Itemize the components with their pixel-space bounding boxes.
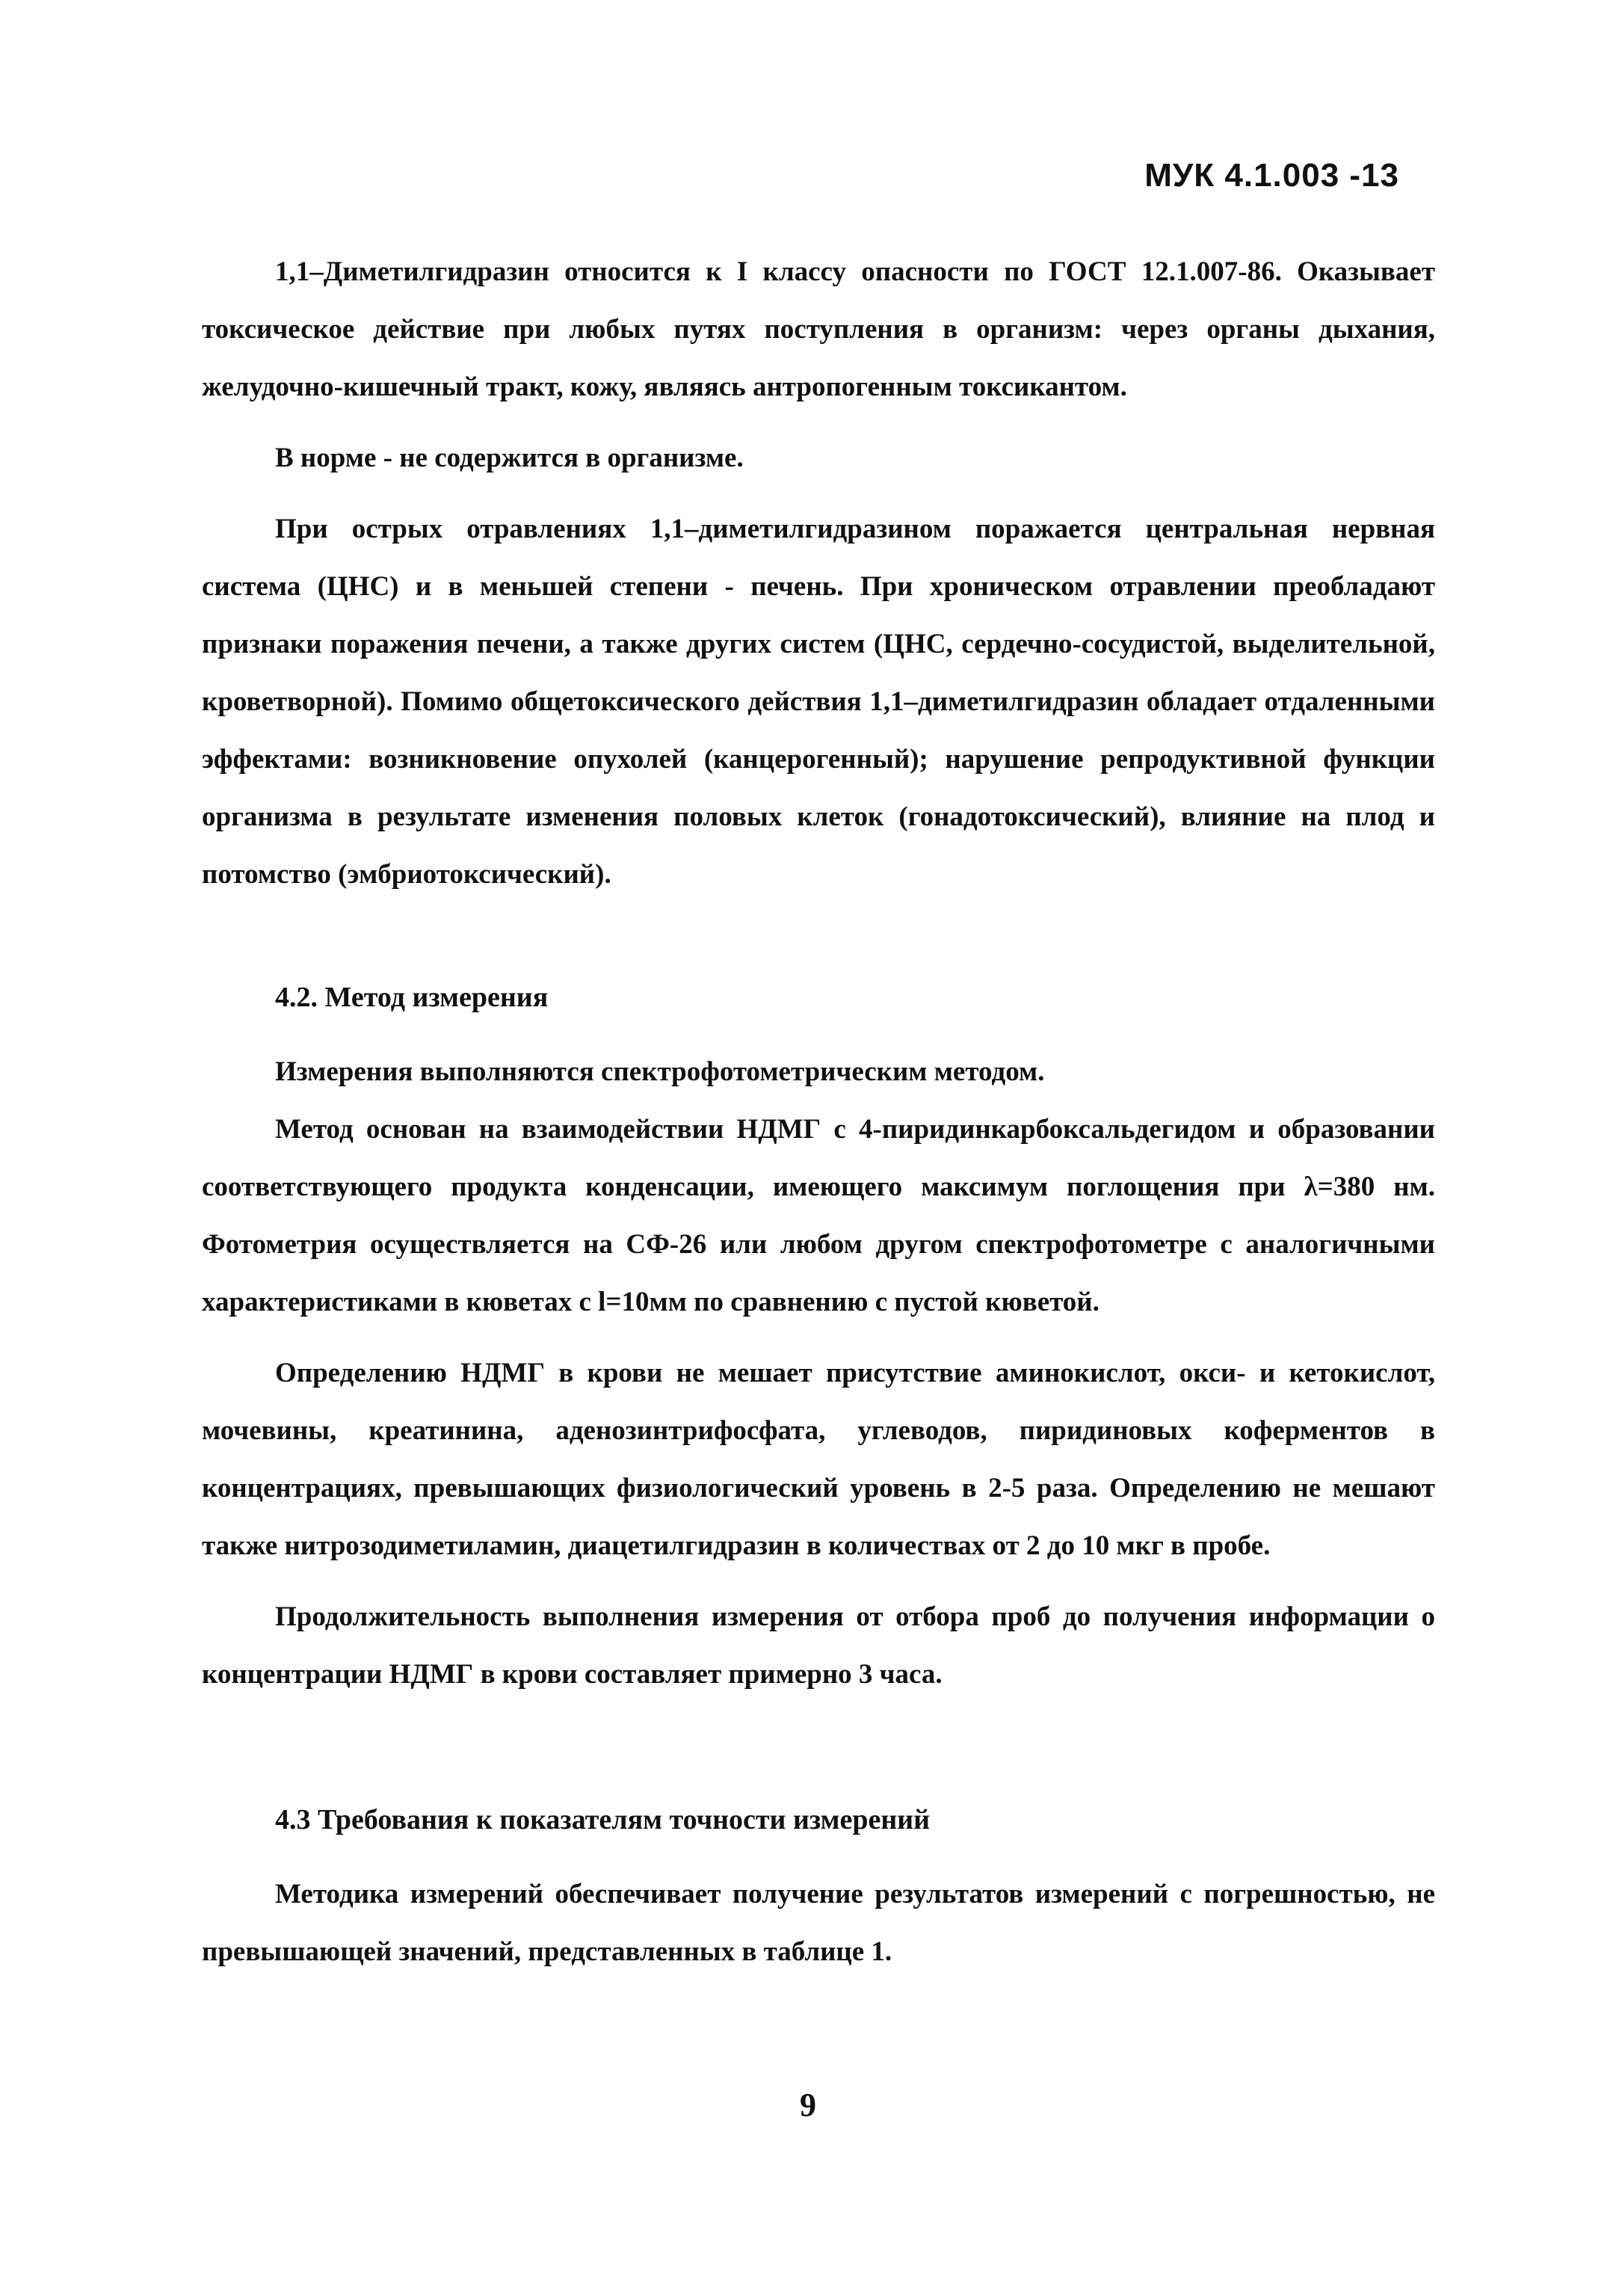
method-type-paragraph: Измерения выполняются спектрофотометрическим методом. bbox=[275, 1056, 1045, 1087]
document-code: МУК 4.1.003 -13 bbox=[1144, 157, 1399, 194]
duration-paragraph: Продолжительность выполнения измерения от отбора проб до получения информации о концентрации НДМГ в крови составляет примерно 3 часа. bbox=[202, 1601, 1435, 1690]
hazard-class-paragraph: 1,1–Диметилгидразин относится к I классу опасности по ГОСТ 12.1.007-86. Оказывает токсическое действие при любых путях поступления в организм: через органы дыхания, желудочно-кишечный тракт, кожу, являясь антропогенным токсикантом. bbox=[202, 256, 1435, 402]
section-4-3-heading: 4.3 Требования к показателям точности измерений bbox=[275, 1804, 931, 1835]
page-content bbox=[202, 243, 1435, 1980]
page-number: 9 bbox=[800, 2087, 816, 2123]
interference-paragraph: Определению НДМГ в крови не мешает присутствие аминокислот, окси- и кетокислот, мочевины, креатинина, аденозинтрифосфата, углеводов, пиридиновых коферментов в концентрациях, превышающих физиологический уровень в 2-5 раза. Определению не мешают также нитрозодиметиламин, диацетилгидразин в количествах от 2 до 10 мкг в пробе. bbox=[202, 1358, 1435, 1561]
accuracy-paragraph: Методика измерений обеспечивает получение результатов измерений с погрешностью, не превышающей значений, представленных в таблице 1. bbox=[202, 1879, 1435, 1967]
normal-level-paragraph: В норме - не содержится в организме. bbox=[275, 443, 744, 473]
section-4-2-heading: 4.2. Метод измерения bbox=[275, 982, 549, 1013]
poisoning-effects-paragraph: При острых отравлениях 1,1–диметилгидразином поражается центральная нервная система (ЦНС) и в меньшей степени - печень. При хроническом отравлении преобладают признаки поражения печени, а также других систем (ЦНС, сердечно-сосудистой, выделительной, кроветворной). Помимо общетоксического действия 1,1–диметилгидразин обладает отдаленными эффектами: возникновение опухолей (канцерогенный); нарушение репродуктивной функции организма в результате изменения половых клеток (гонадотоксический), влияние на плод и потомство (эмбриотоксический). bbox=[202, 514, 1435, 890]
method-principle-paragraph: Метод основан на взаимодействии НДМГ с 4-пиридинкарбоксальдегидом и образовании соответствующего продукта конденсации, имеющего максимум поглощения при λ=380 нм. Фотометрия осуществляется на СФ-26 или любом другом спектрофотометре с аналогичными характеристиками в кюветах с l=10мм по сравнению с пустой кюветой. bbox=[202, 1114, 1435, 1317]
